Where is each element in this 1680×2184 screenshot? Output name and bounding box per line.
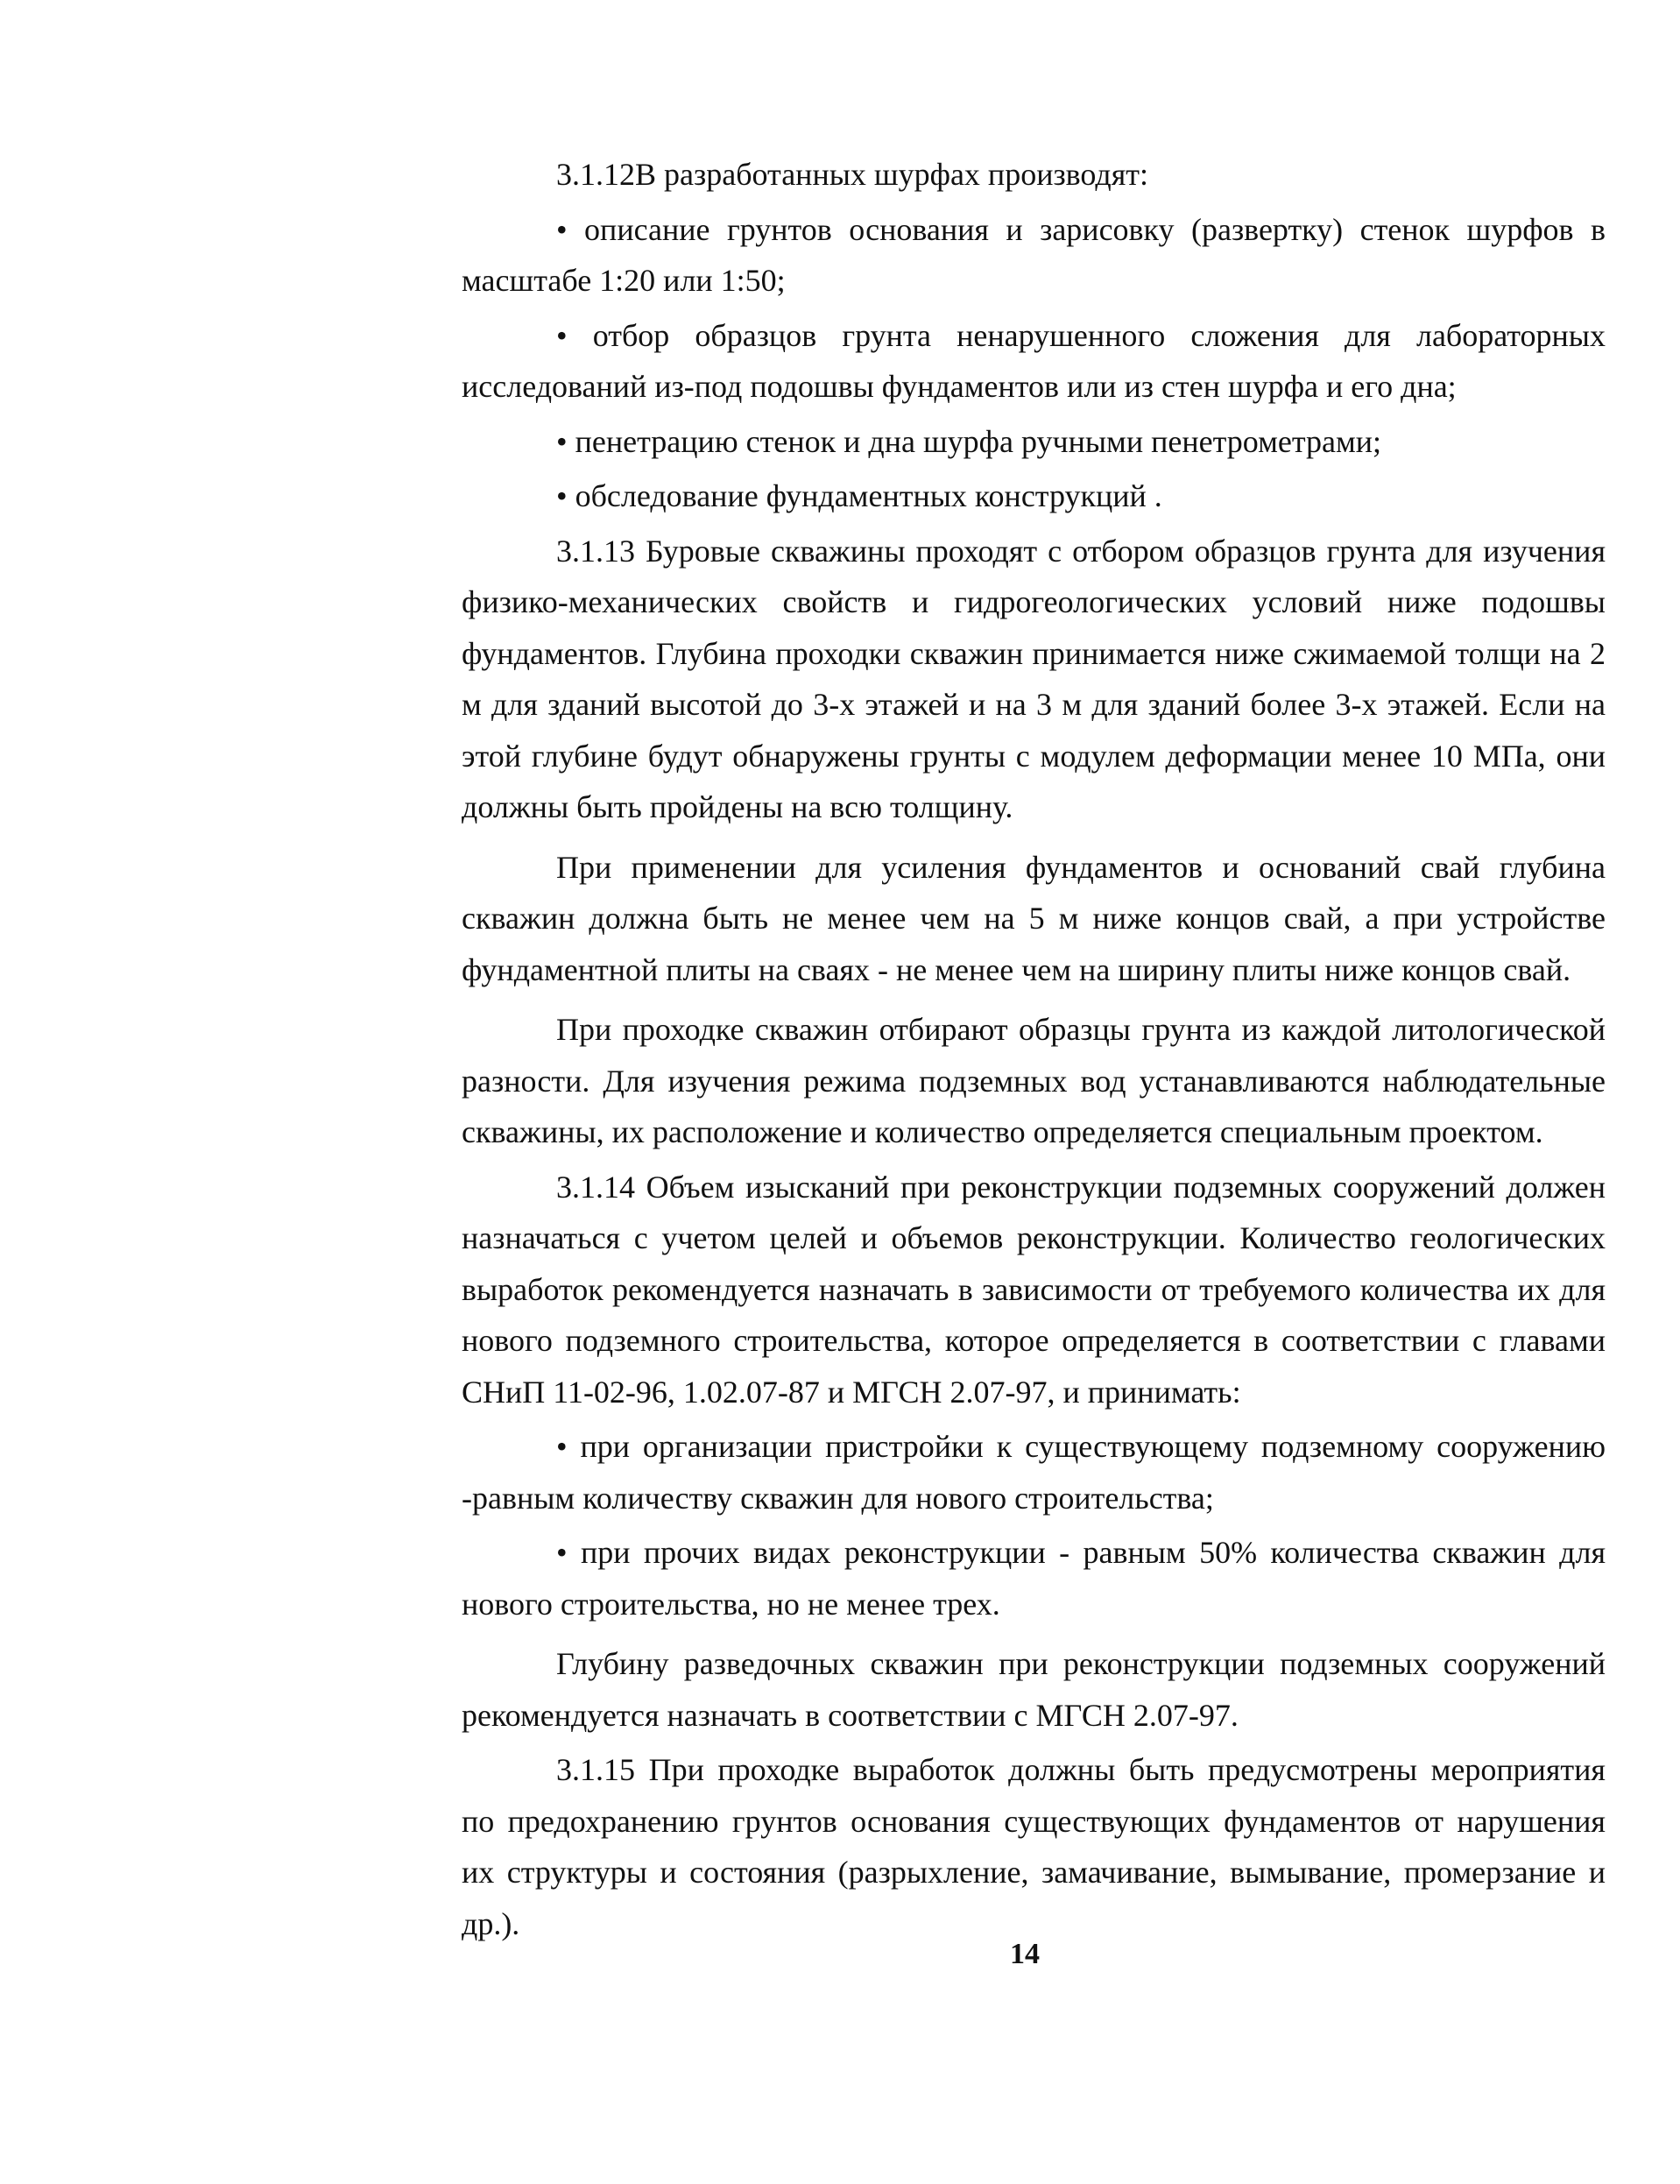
bullet-item: • описание грунтов основания и зарисовку (развертку) стенок шурфов в масштабе 1:20 или 1:50; [462, 211, 1606, 298]
section-3-1-14-paragraph: 3.1.14 Объем изысканий при реконструкции подземных сооружений должен назначаться с учетом целей и объемов реконструкции. Количество геологических выработок рекомендуется назначать в зависимости от требуемого количества их для нового подземного строительства, которое определяется в соответствии с главами СНиП 11-02-96, 1.02.07-87 и МГСН 2.07-97, и принимать: [462, 1169, 1606, 1410]
page-number: 14 [1010, 1938, 1040, 1970]
bullet-item: • при организации пристройки к существующему подземному сооружению -равным количеству скважин для нового строительства; [462, 1429, 1606, 1516]
sampling-paragraph: При проходке скважин отбирают образцы грунта из каждой литологической разности. Для изучения режима подземных вод устанавливаются наблюдательные скважины, их расположение и количество определяется специальным проектом. [462, 1012, 1606, 1149]
bullet-item: • при прочих видах реконструкции - равным 50% количества скважин для нового строительства, но не менее трех. [462, 1535, 1606, 1622]
bullet-item: • отбор образцов грунта ненарушенного сложения для лабораторных исследований из-под подошвы фундаментов или из стен шурфа и его дна; [462, 317, 1606, 404]
piles-paragraph: При применении для усиления фундаментов и оснований свай глубина скважин должна быть не менее чем на 5 м ниже концов свай, а при устройстве фундаментной плиты на сваях - не менее чем на ширину плиты ниже концов свай. [462, 849, 1606, 987]
depth-paragraph: Глубину разведочных скважин при реконструкции подземных сооружений рекомендуется назначать в соответствии с МГСН 2.07-97. [462, 1646, 1606, 1733]
bullet-item: • пенетрацию стенок и дна шурфа ручными пенетрометрами; [556, 423, 1382, 459]
bullet-item: • обследование фундаментных конструкций . [556, 478, 1162, 513]
section-3-1-15-paragraph: 3.1.15 При проходке выработок должны быть предусмотрены мероприятия по предохранению грунтов основания существующих фундаментов от нарушения их структуры и состояния (разрыхление, замачивание, вымывание, промерзание и др.). [462, 1752, 1606, 1941]
section-3-1-13-paragraph: 3.1.13 Буровые скважины проходят с отбором образцов грунта для изучения физико-механических свойств и гидрогеологических условий ниже подошвы фундаментов. Глубина проходки скважин принимается ниже сжимаемой толщи на 2 м для зданий высотой до 3-х этажей и на 3 м для зданий более 3-х этажей. Если на этой глубине будут обнаружены грунты с модулем деформации менее 10 МПа, они должны быть пройдены на всю толщину. [462, 533, 1606, 824]
document-page [462, 149, 1606, 1949]
section-3-1-12-heading: 3.1.12В разработанных шурфах производят: [556, 157, 1149, 192]
